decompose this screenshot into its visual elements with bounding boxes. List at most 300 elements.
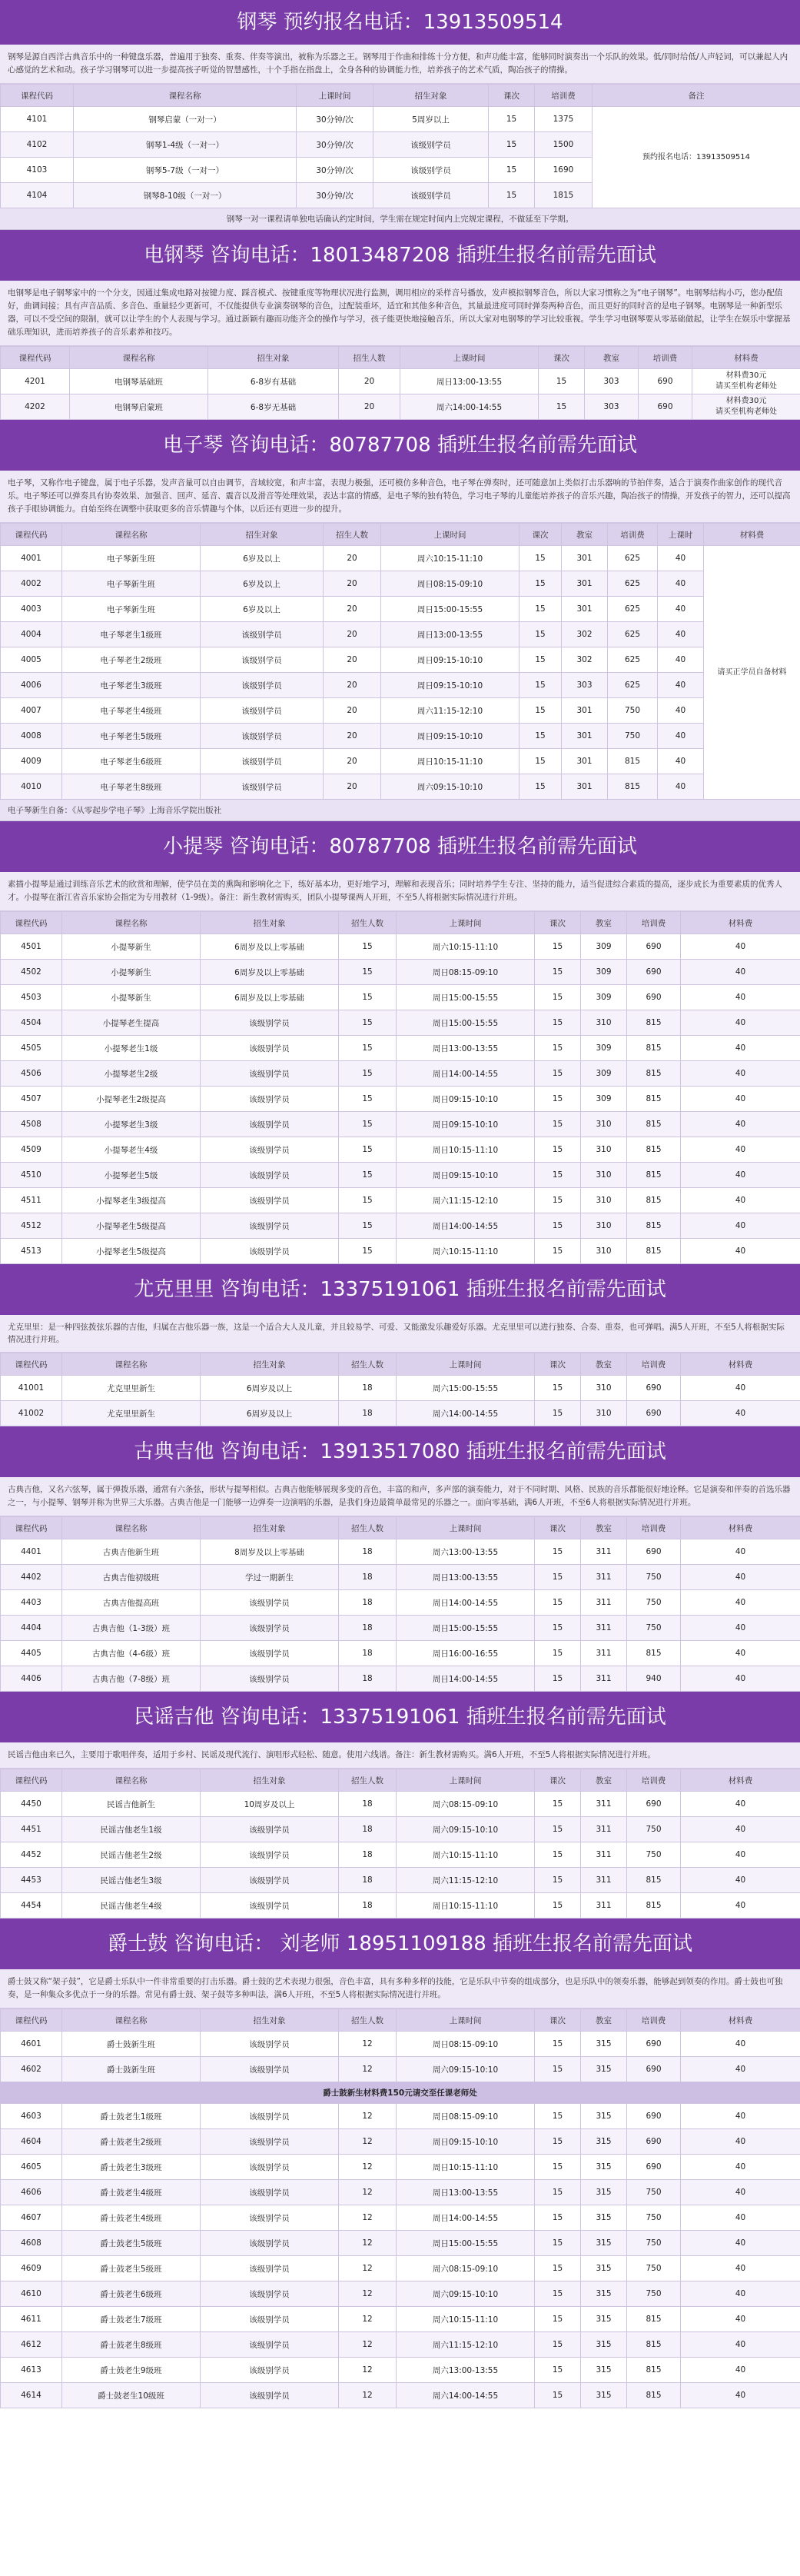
table-cell: 315 (581, 2129, 627, 2155)
ukulele-table (0, 1353, 800, 1426)
table-cell: 15 (339, 1112, 397, 1137)
column-header: 上课时间 (397, 1517, 535, 1539)
table-cell: 爵士鼓老生1级班 (62, 2104, 201, 2129)
table-cell: 750 (627, 2205, 681, 2231)
table-cell: 40 (681, 960, 800, 985)
table-cell: 15 (339, 985, 397, 1010)
table-cell: 4101 (1, 107, 74, 132)
table-cell: 4010 (1, 774, 62, 800)
column-header: 教室 (585, 347, 639, 369)
table-cell: 4611 (1, 2307, 62, 2332)
column-header: 上课时间 (297, 85, 373, 107)
table-cell: 311 (581, 1565, 627, 1590)
column-header: 招生人数 (339, 1353, 397, 1376)
table-cell: 周日09:15-10:10 (397, 1087, 535, 1112)
table-cell: 4506 (1, 1061, 62, 1087)
column-header: 招生对象 (201, 1517, 339, 1539)
table-cell: 310 (581, 1239, 627, 1264)
table-cell: 该级别学员 (201, 2032, 339, 2057)
table-cell: 310 (581, 1112, 627, 1137)
table-cell: 315 (581, 2256, 627, 2281)
table-cell: 4007 (1, 698, 62, 724)
table-cell: 爵士鼓老生6级班 (62, 2281, 201, 2307)
table-row (1, 1401, 800, 1426)
table-row (1, 1188, 800, 1213)
table-cell: 20 (339, 394, 400, 420)
table-cell: 4401 (1, 1539, 62, 1565)
table-cell: 41002 (1, 1401, 62, 1426)
table-cell: 315 (581, 2332, 627, 2358)
table-cell: 40 (681, 1163, 800, 1188)
table-cell: 周六11:15-12:10 (397, 1868, 535, 1893)
table-cell: 15 (535, 1213, 581, 1239)
table-cell: 周六14:00-14:55 (397, 1401, 535, 1426)
table-row (1, 2256, 800, 2281)
table-cell: 小提琴老生2级 (62, 1061, 201, 1087)
column-header: 课次 (535, 2009, 581, 2032)
table-cell: 311 (581, 1893, 627, 1919)
table-cell: 该级别学员 (201, 2358, 339, 2383)
table-cell: 301 (562, 546, 608, 571)
column-header: 课程代码 (1, 1353, 62, 1376)
table-cell: 电子琴新生班 (62, 571, 201, 597)
table-cell: 690 (627, 1376, 681, 1401)
table-cell: 4510 (1, 1163, 62, 1188)
table-row (1, 1087, 800, 1112)
table-cell: 4402 (1, 1565, 62, 1590)
table-cell: 6岁及以上 (201, 546, 324, 571)
table-cell: 4610 (1, 2281, 62, 2307)
column-header: 材料费 (681, 912, 800, 934)
violin-description: 素描小提琴是通过训练音乐艺术的欣赏和理解，使学员在美的熏陶和影响化之下，练好基本功，更好地学习，理解和表现音乐；同时培养学生专注、坚持的能力，适当促进综合素质的提高，逐步成长为重要素质的优秀人才。小提琴在浙江省音乐家协会指定为专用教材（1-9级）。备注：新生教材需购买，团队小提琴课两人开班，不至5人将根据实际情况进行并班。 (0, 872, 800, 911)
column-header: 课程名称 (62, 1517, 201, 1539)
table-cell: 40 (681, 1666, 800, 1692)
table-row (1, 698, 800, 724)
table-cell: 40 (681, 1010, 800, 1036)
table-cell: 750 (627, 1842, 681, 1868)
table-cell: 15 (535, 1842, 581, 1868)
drums-section (0, 1919, 800, 2408)
ukulele-section (0, 1264, 800, 1426)
table-cell: 311 (581, 1666, 627, 1692)
table-cell: 15 (520, 597, 562, 622)
table-row (1, 2383, 800, 2408)
column-header: 招生人数 (339, 2009, 397, 2032)
table-cell: 310 (581, 1137, 627, 1163)
table-cell: 301 (562, 749, 608, 774)
table-cell: 小提琴老生提高 (62, 1010, 201, 1036)
table-cell: 40 (658, 622, 704, 647)
table-cell: 40 (658, 597, 704, 622)
table-cell: 4403 (1, 1590, 62, 1616)
table-cell: 电子琴老生6级班 (62, 749, 201, 774)
table-cell: 古典吉他初级班 (62, 1565, 201, 1590)
table-row (1, 1590, 800, 1616)
table-cell: 4504 (1, 1010, 62, 1036)
table-cell: 周日08:15-09:10 (397, 960, 535, 985)
table-cell: 该级别学员 (201, 1112, 339, 1137)
table-row (1, 1112, 800, 1137)
table-row (1, 1239, 800, 1264)
table-cell: 4608 (1, 2231, 62, 2256)
table-row (1, 107, 800, 132)
table-cell: 303 (562, 673, 608, 698)
table-row (1, 1010, 800, 1036)
table-cell: 40 (681, 1868, 800, 1893)
table-cell: 40 (681, 2180, 800, 2205)
table-cell: 12 (339, 2155, 397, 2180)
drums-table-continued (0, 2103, 800, 2408)
column-header: 培训费 (608, 524, 658, 546)
table-row (1, 1616, 800, 1641)
table-cell: 电钢琴启蒙班 (70, 394, 208, 420)
table-cell: 20 (324, 774, 381, 800)
table-cell: 周六15:00-15:55 (397, 1376, 535, 1401)
table-cell: 12 (339, 2231, 397, 2256)
table-cell: 4501 (1, 934, 62, 960)
table-cell: 40 (681, 1893, 800, 1919)
column-header: 招生对象 (201, 1769, 339, 1792)
table-cell: 周日08:15-09:10 (397, 2104, 535, 2129)
table-cell: 4002 (1, 571, 62, 597)
table-cell: 周日09:15-10:10 (381, 647, 520, 673)
column-header: 培训费 (639, 347, 692, 369)
table-cell: 4605 (1, 2155, 62, 2180)
table-cell: 4607 (1, 2205, 62, 2231)
table-cell: 15 (535, 960, 581, 985)
table-row (1, 394, 800, 420)
table-cell: 钢琴8-10级（一对一） (74, 183, 297, 208)
table-cell: 40 (681, 1239, 800, 1264)
table-cell: 20 (324, 546, 381, 571)
table-cell: 20 (324, 673, 381, 698)
table-cell: 750 (627, 1817, 681, 1842)
table-cell: 690 (627, 2155, 681, 2180)
table-cell: 12 (339, 2129, 397, 2155)
piano-description: 钢琴是源自西洋古典音乐中的一种键盘乐器，普遍用于独奏、重奏、伴奏等演出，被称为乐器之王。钢琴用于作曲和排练十分方便，和声功能丰富，能够同时演奏出一个乐队的效果。低/同时给低/人声轻词，可以兼起人内心感觉的艺术和动。孩子学习钢琴可以进一步提高孩子听觉的智慧感性，十个手指在指盘上，全身各种的协调能力性，培养孩子的艺术气质，陶冶孩子的情操。 (0, 45, 800, 84)
table-cell: 古典吉他新生班 (62, 1539, 201, 1565)
table-cell: 爵士鼓老生9级班 (62, 2358, 201, 2383)
table-row (1, 1137, 800, 1163)
table-cell: 15 (535, 2383, 581, 2408)
table-cell: 该级别学员 (201, 2129, 339, 2155)
table-cell: 40 (681, 2358, 800, 2383)
table-cell: 815 (627, 2383, 681, 2408)
column-header: 上课时间 (397, 912, 535, 934)
table-row (1, 369, 800, 394)
table-cell: 周日09:15-10:10 (381, 673, 520, 698)
table-cell: 周日08:15-09:10 (397, 2032, 535, 2057)
table-cell: 周日15:00-15:55 (397, 1616, 535, 1641)
table-cell: 周六08:15-09:10 (397, 1792, 535, 1817)
ukulele-description: 尤克里里：是一种四弦拨弦乐器的吉他，归属在吉他乐器一族，这是一个适合大人及儿童，并且较易学、可爱、又能激发乐趣爱好乐器。尤克里里可以进行独奏、合奏、重奏，也可弹唱。满5人开班，不至5人将根据实际情况进行并班。 (0, 1315, 800, 1353)
table-cell: 民谣吉他新生 (62, 1792, 201, 1817)
table-cell: 爵士鼓新生班 (62, 2057, 201, 2082)
table-cell: 电子琴新生班 (62, 546, 201, 571)
column-header: 教室 (581, 1353, 627, 1376)
column-header: 教室 (581, 1769, 627, 1792)
table-cell: 690 (639, 394, 692, 420)
table-cell: 18 (339, 1590, 397, 1616)
table-cell: 古典吉他（4-6级）班 (62, 1641, 201, 1666)
table-cell: 6周岁及以上零基础 (201, 934, 339, 960)
table-cell: 爵士鼓老生5级班 (62, 2256, 201, 2281)
guitar-description: 古典吉他，又名六弦琴，属于弹拨乐器，通常有六条弦，形状与提琴相似。古典吉他能够展现多变的音色，丰富的和声，多声部的演奏能力，对于不同时期、风格、民族的音乐都能很好地诠释。它是演奏和伴奏的首选乐器之一，与小提琴、钢琴并称为世界三大乐器。古典吉他是一门能够一边弹奏一边演唱的乐器，是我们身边最简单最常见的乐器之一。面向零基础，满6人开班，不至6人将根据实际情况进行并班。 (0, 1477, 800, 1516)
column-header: 材料费 (681, 1353, 800, 1376)
table-cell: 尤克里里新生 (62, 1401, 201, 1426)
table-cell: 15 (535, 1565, 581, 1590)
table-cell: 40 (658, 647, 704, 673)
table-cell: 690 (627, 2057, 681, 2082)
violin-section (0, 821, 800, 1264)
table-cell: 周日13:00-13:55 (397, 1565, 535, 1590)
table-cell: 电子琴老生1级班 (62, 622, 201, 647)
table-cell: 15 (520, 774, 562, 800)
drums-title: 爵士鼓 咨询电话： 刘老师 18951109188 插班生报名前需先面试 (0, 1919, 800, 1969)
table-cell: 18 (339, 1792, 397, 1817)
table-header-row (1, 1769, 800, 1792)
column-header: 课程名称 (62, 524, 201, 546)
table-cell: 40 (681, 1842, 800, 1868)
table-cell: 4404 (1, 1616, 62, 1641)
table-cell: 4003 (1, 597, 62, 622)
table-cell: 18 (339, 1641, 397, 1666)
table-cell: 40 (681, 1590, 800, 1616)
table-cell: 15 (339, 1087, 397, 1112)
table-cell: 310 (581, 1188, 627, 1213)
table-cell: 40 (681, 934, 800, 960)
table-row (1, 2281, 800, 2307)
piano-table (0, 84, 800, 208)
table-cell: 该级别学员 (201, 2057, 339, 2082)
table-row (1, 1036, 800, 1061)
table-cell: 该级别学员 (201, 1893, 339, 1919)
table-cell: 690 (627, 1539, 681, 1565)
column-header: 上课时间 (381, 524, 520, 546)
table-cell: 4601 (1, 2032, 62, 2057)
table-cell: 15 (535, 1616, 581, 1641)
table-cell: 815 (627, 2307, 681, 2332)
table-cell: 4604 (1, 2129, 62, 2155)
table-cell: 15 (535, 2205, 581, 2231)
table-cell: 40 (681, 2332, 800, 2358)
table-cell: 815 (627, 1213, 681, 1239)
table-header-row (1, 1517, 800, 1539)
table-cell: 周日08:15-09:10 (381, 571, 520, 597)
table-cell: 750 (627, 2256, 681, 2281)
table-cell: 15 (535, 1666, 581, 1692)
table-cell: 4507 (1, 1087, 62, 1112)
table-cell: 小提琴老生2级提高 (62, 1087, 201, 1112)
table-cell: 12 (339, 2332, 397, 2358)
table-cell: 4450 (1, 1792, 62, 1817)
table-cell: 1500 (535, 132, 593, 158)
column-header: 上课时间 (400, 347, 539, 369)
table-cell: 315 (581, 2307, 627, 2332)
table-cell: 4102 (1, 132, 74, 158)
column-header: 课程代码 (1, 2009, 62, 2032)
column-header: 课程代码 (1, 1769, 62, 1792)
table-cell: 18 (339, 1376, 397, 1401)
table-cell: 315 (581, 2057, 627, 2082)
table-cell: 该级别学员 (201, 1213, 339, 1239)
table-cell: 815 (627, 1112, 681, 1137)
table-row (1, 2358, 800, 2383)
table-cell: 小提琴老生3级提高 (62, 1188, 201, 1213)
table-cell: 15 (489, 107, 535, 132)
table-cell: 周六10:15-11:10 (397, 1239, 535, 1264)
table-cell: 4614 (1, 2383, 62, 2408)
table-cell: 15 (535, 1868, 581, 1893)
column-header: 招生人数 (339, 912, 397, 934)
table-cell: 小提琴老生3级 (62, 1112, 201, 1137)
table-cell: 12 (339, 2358, 397, 2383)
table-cell: 302 (562, 622, 608, 647)
table-cell: 该级别学员 (201, 2281, 339, 2307)
table-row (1, 2032, 800, 2057)
table-cell: 690 (627, 2129, 681, 2155)
column-header: 材料费 (681, 2009, 800, 2032)
table-cell: 古典吉他（7-8级）班 (62, 1666, 201, 1692)
table-cell: 40 (681, 2383, 800, 2408)
table-cell: 该级别学员 (201, 1641, 339, 1666)
table-cell: 15 (539, 394, 585, 420)
table-row (1, 1376, 800, 1401)
table-cell: 15 (535, 2057, 581, 2082)
table-cell: 民谣吉他老生1级 (62, 1817, 201, 1842)
table-cell: 20 (324, 698, 381, 724)
table-cell: 310 (581, 1163, 627, 1188)
table-cell: 12 (339, 2180, 397, 2205)
table-cell: 4451 (1, 1817, 62, 1842)
table-cell: 6周岁及以上 (201, 1376, 339, 1401)
table-cell: 15 (535, 1239, 581, 1264)
table-row (1, 2231, 800, 2256)
table-cell: 301 (562, 597, 608, 622)
table-cell: 15 (339, 960, 397, 985)
table-cell: 315 (581, 2104, 627, 2129)
table-cell: 30分钟/次 (297, 183, 373, 208)
table-cell: 钢琴启蒙（一对一） (74, 107, 297, 132)
column-header: 招生对象 (373, 85, 489, 107)
table-cell: 30分钟/次 (297, 158, 373, 183)
table-cell: 周日13:00-13:55 (381, 622, 520, 647)
table-cell: 15 (535, 2032, 581, 2057)
table-row (1, 647, 800, 673)
table-row (1, 571, 800, 597)
table-cell: 15 (339, 1163, 397, 1188)
table-cell: 311 (581, 1817, 627, 1842)
table-cell: 40 (681, 1401, 800, 1426)
table-cell: 15 (535, 1817, 581, 1842)
table-cell: 4511 (1, 1188, 62, 1213)
table-cell: 40 (681, 1792, 800, 1817)
table-cell: 周日10:15-11:10 (397, 1137, 535, 1163)
table-cell: 周日13:00-13:55 (397, 1036, 535, 1061)
table-cell: 古典吉他（1-3级）班 (62, 1616, 201, 1641)
table-cell: 15 (520, 647, 562, 673)
table-cell: 周六10:15-11:10 (397, 934, 535, 960)
table-cell: 周六11:15-12:10 (397, 1188, 535, 1213)
table-cell: 750 (627, 1565, 681, 1590)
keyboard-materials-note: 请买正学员自备材料 (704, 546, 800, 800)
table-cell: 4606 (1, 2180, 62, 2205)
table-cell: 民谣吉他老生4级 (62, 1893, 201, 1919)
table-cell: 钢琴1-4级（一对一） (74, 132, 297, 158)
table-cell: 15 (339, 1213, 397, 1239)
column-header: 课程代码 (1, 85, 74, 107)
table-cell: 该级别学员 (201, 2180, 339, 2205)
keyboard-title: 电子琴 咨询电话：80787708 插班生报名前需先面试 (0, 420, 800, 471)
table-cell: 315 (581, 2205, 627, 2231)
table-cell: 周日09:15-10:10 (381, 724, 520, 749)
table-cell: 6岁及以上 (201, 571, 324, 597)
table-cell: 309 (581, 934, 627, 960)
table-cell: 625 (608, 546, 658, 571)
table-cell: 该级别学员 (201, 1616, 339, 1641)
table-cell: 690 (627, 985, 681, 1010)
table-cell: 15 (535, 2332, 581, 2358)
table-cell: 4603 (1, 2104, 62, 2129)
table-cell: 周六13:00-13:55 (397, 1539, 535, 1565)
table-cell: 310 (581, 1010, 627, 1036)
table-cell: 4602 (1, 2057, 62, 2082)
table-cell: 40 (681, 2057, 800, 2082)
table-cell: 12 (339, 2104, 397, 2129)
column-header: 课次 (489, 85, 535, 107)
table-cell: 18 (339, 1616, 397, 1641)
table-row (1, 1792, 800, 1817)
table-cell: 315 (581, 2358, 627, 2383)
table-cell: 690 (627, 1792, 681, 1817)
table-cell: 4454 (1, 1893, 62, 1919)
table-cell: 该级别学员 (201, 1188, 339, 1213)
table-cell: 815 (627, 2358, 681, 2383)
column-header: 上课时间 (397, 1353, 535, 1376)
table-cell: 15 (520, 673, 562, 698)
table-cell: 15 (535, 1163, 581, 1188)
table-cell: 15 (535, 2155, 581, 2180)
table-cell: 40 (658, 774, 704, 800)
column-header: 课次 (535, 912, 581, 934)
table-cell: 40 (681, 2129, 800, 2155)
table-cell: 小提琴老生5级 (62, 1163, 201, 1188)
table-cell: 311 (581, 1539, 627, 1565)
table-cell: 尤克里里新生 (62, 1376, 201, 1401)
folk-title: 民谣吉他 咨询电话：13375191061 插班生报名前需先面试 (0, 1692, 800, 1742)
guitar-title: 古典吉他 咨询电话：13913517080 插班生报名前需先面试 (0, 1426, 800, 1477)
column-header: 培训费 (627, 1769, 681, 1792)
table-cell: 815 (627, 1641, 681, 1666)
table-cell: 该级别学员 (201, 2256, 339, 2281)
table-cell: 爵士鼓老生3级班 (62, 2155, 201, 2180)
table-cell: 周日15:00-15:55 (381, 597, 520, 622)
table-cell: 该级别学员 (201, 774, 324, 800)
table-row (1, 2180, 800, 2205)
table-cell: 15 (535, 1010, 581, 1036)
epiano-section (0, 230, 800, 420)
table-cell: 15 (535, 2358, 581, 2383)
table-cell: 20 (324, 622, 381, 647)
column-header: 招生对象 (201, 1353, 339, 1376)
table-cell: 电子琴老生8级班 (62, 774, 201, 800)
table-cell: 15 (339, 1137, 397, 1163)
table-cell: 15 (520, 698, 562, 724)
table-cell: 40 (681, 2104, 800, 2129)
table-cell: 该级别学员 (201, 1036, 339, 1061)
table-cell: 815 (627, 1163, 681, 1188)
table-cell: 303 (585, 369, 639, 394)
